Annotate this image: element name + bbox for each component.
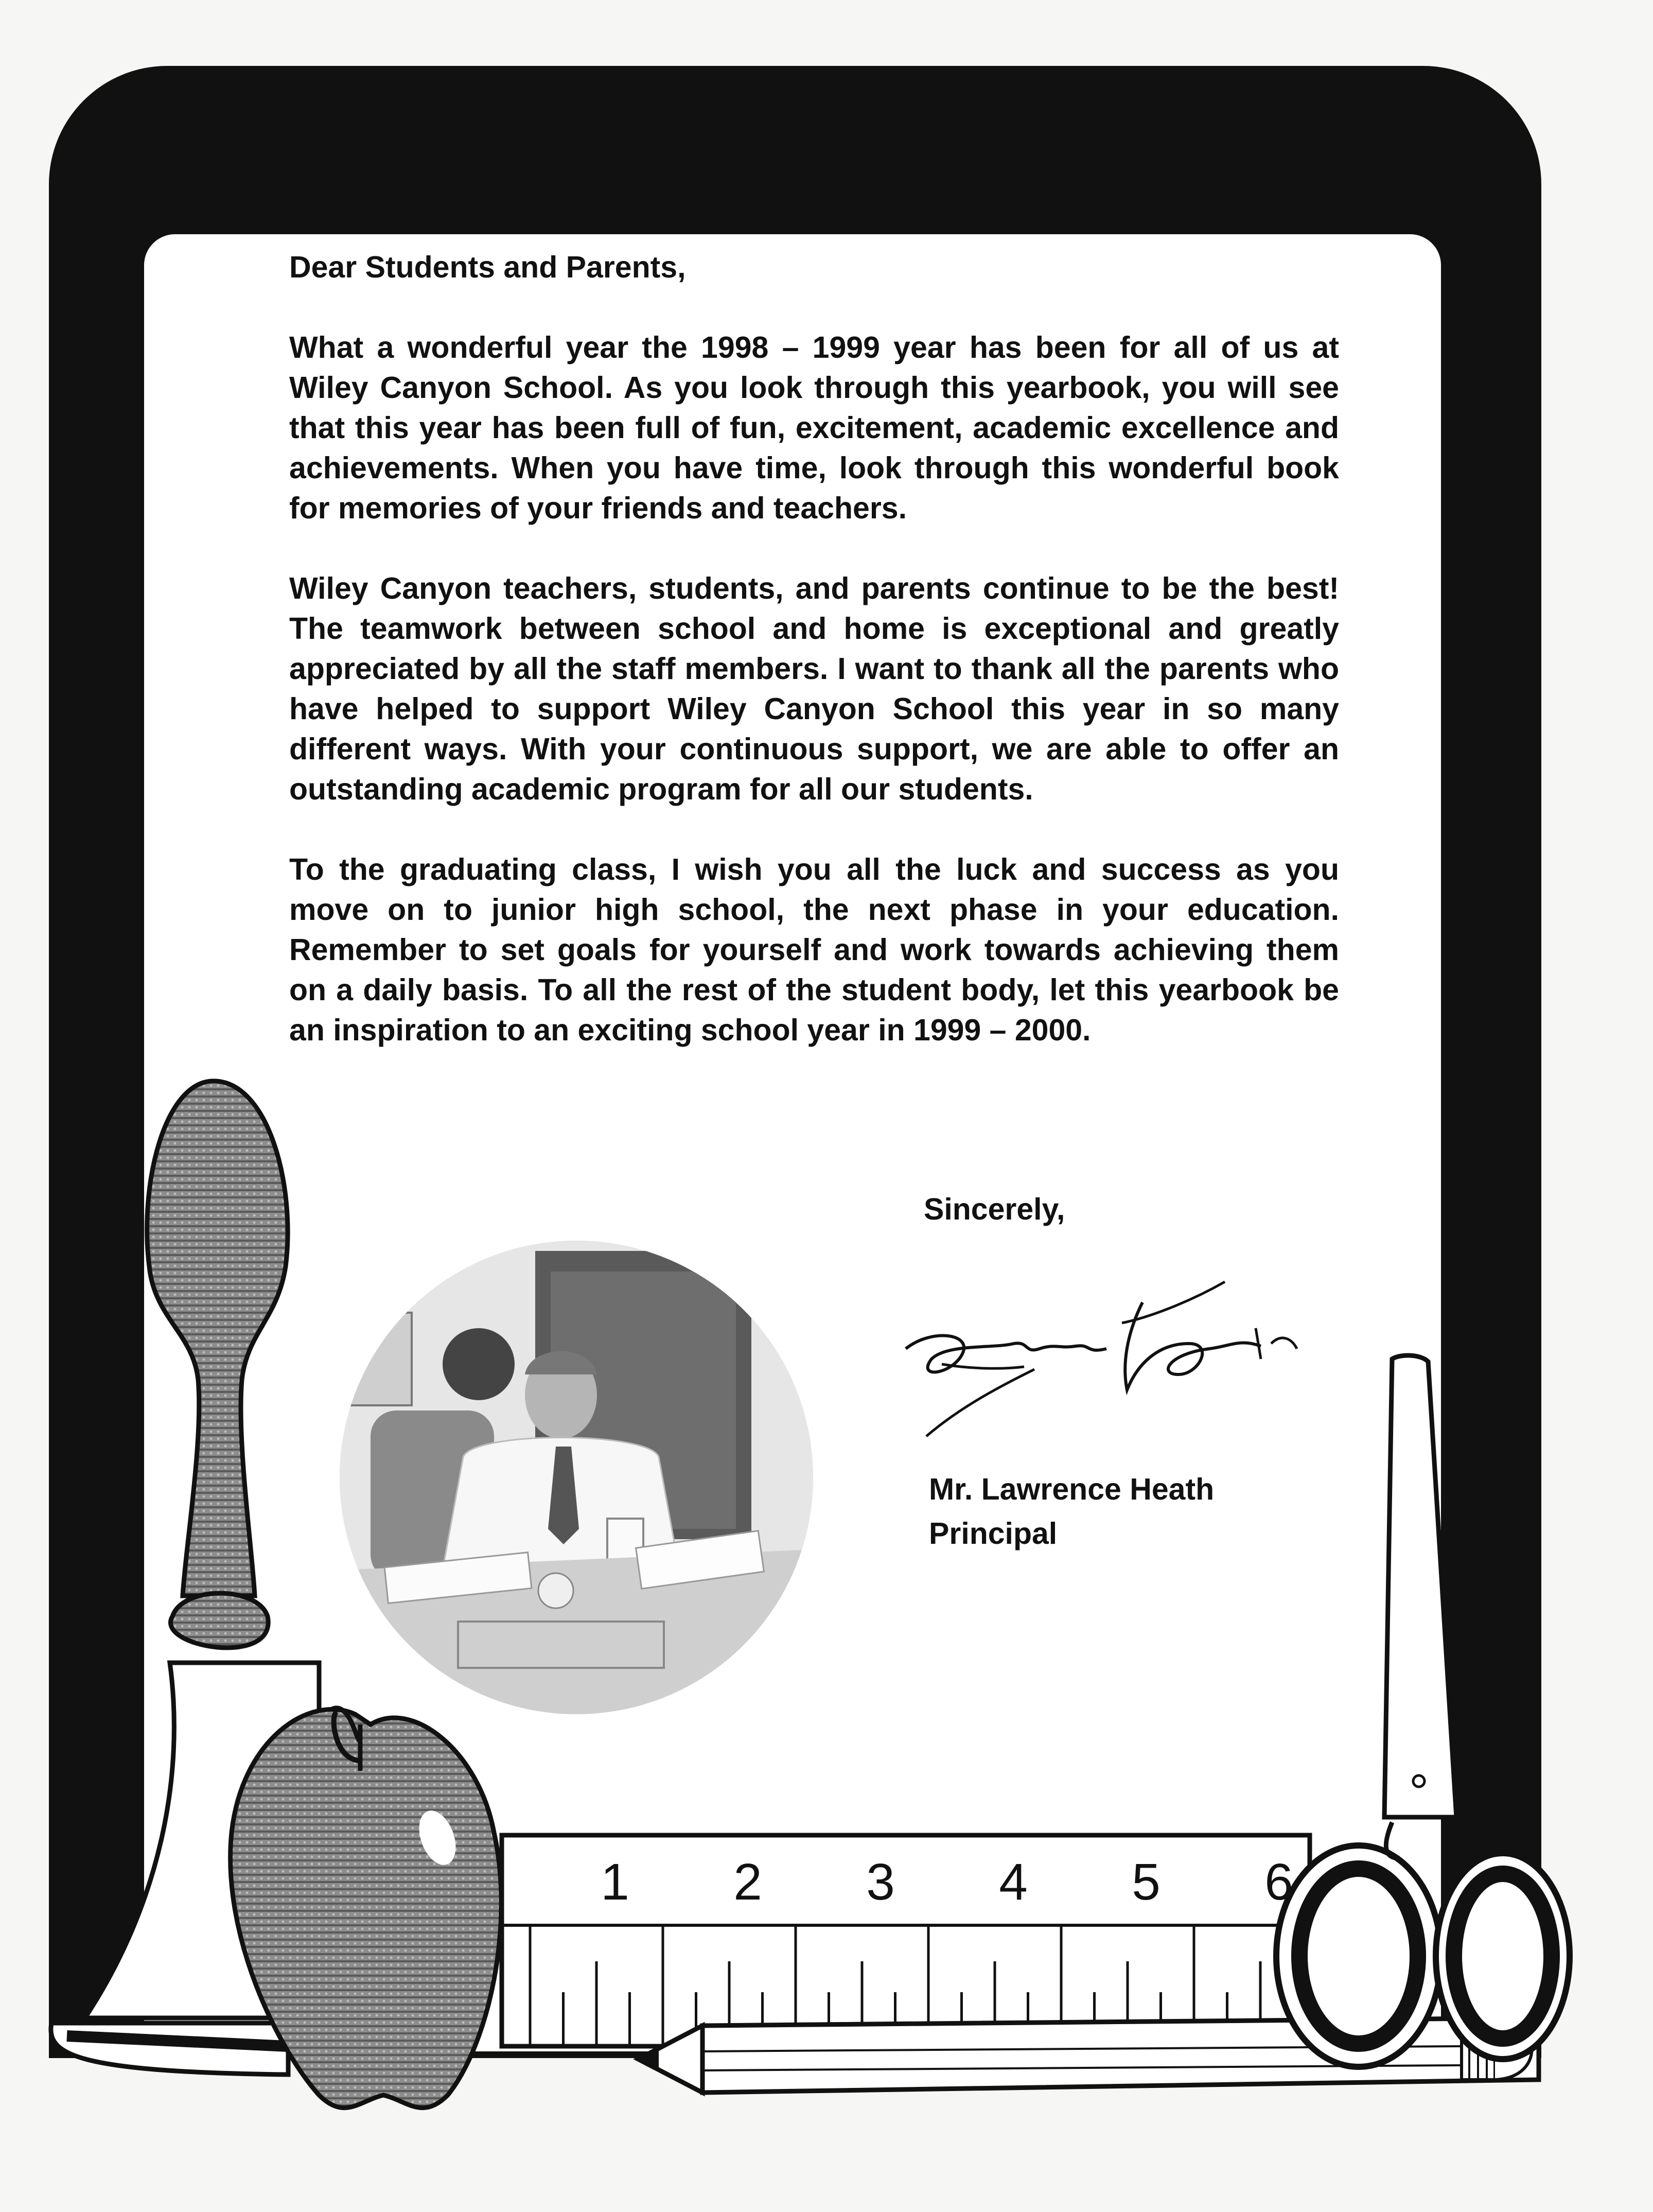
ruler-number: 4 xyxy=(999,1853,1028,1911)
ruler-number: 6 xyxy=(1264,1853,1293,1911)
signer-title: Principal xyxy=(929,1517,1058,1551)
ruler-number: 2 xyxy=(733,1853,762,1911)
letter-paragraph-2: Wiley Canyon teachers, students, and parents continue to be the best! The teamwork between school and home is exceptional and greatly appreciated by all the staff members. I want to thank all the parents who have helped to support Wiley Canyon School this year in so many different ways. With your continuous support, we are able to offer an outstanding academic program for all our students. xyxy=(289,571,1339,806)
letter-closing: Sincerely, xyxy=(924,1192,1065,1226)
ruler-number: 1 xyxy=(601,1853,629,1911)
letter-salutation: Dear Students and Parents, xyxy=(289,250,686,284)
ruler-icon xyxy=(502,1835,1310,2046)
signer-name: Mr. Lawrence Heath xyxy=(929,1472,1215,1506)
ruler-number: 3 xyxy=(866,1853,895,1911)
ruler-number: 5 xyxy=(1132,1853,1160,1911)
letter-paragraph-1: What a wonderful year the 1998 – 1999 year has been for all of us at Wiley Canyon School. As you look through this yearbook, you will see that this year has been full of fun, excitement, academic excellence and achievements. When you have time, look through this wonderful book for memories of your friends and teachers. xyxy=(289,330,1339,525)
letter-paragraph-3: To the graduating class, I wish you all the luck and success as you move on to junior high school, the next phase in your education. Remember to set goals for yourself and work towards achieving them on a daily basis. To all the rest of the student body, let this yearbook be an inspiration to an exciting school year in 1999 – 2000. xyxy=(289,852,1339,1047)
scissors-icon xyxy=(1276,1355,1570,2067)
